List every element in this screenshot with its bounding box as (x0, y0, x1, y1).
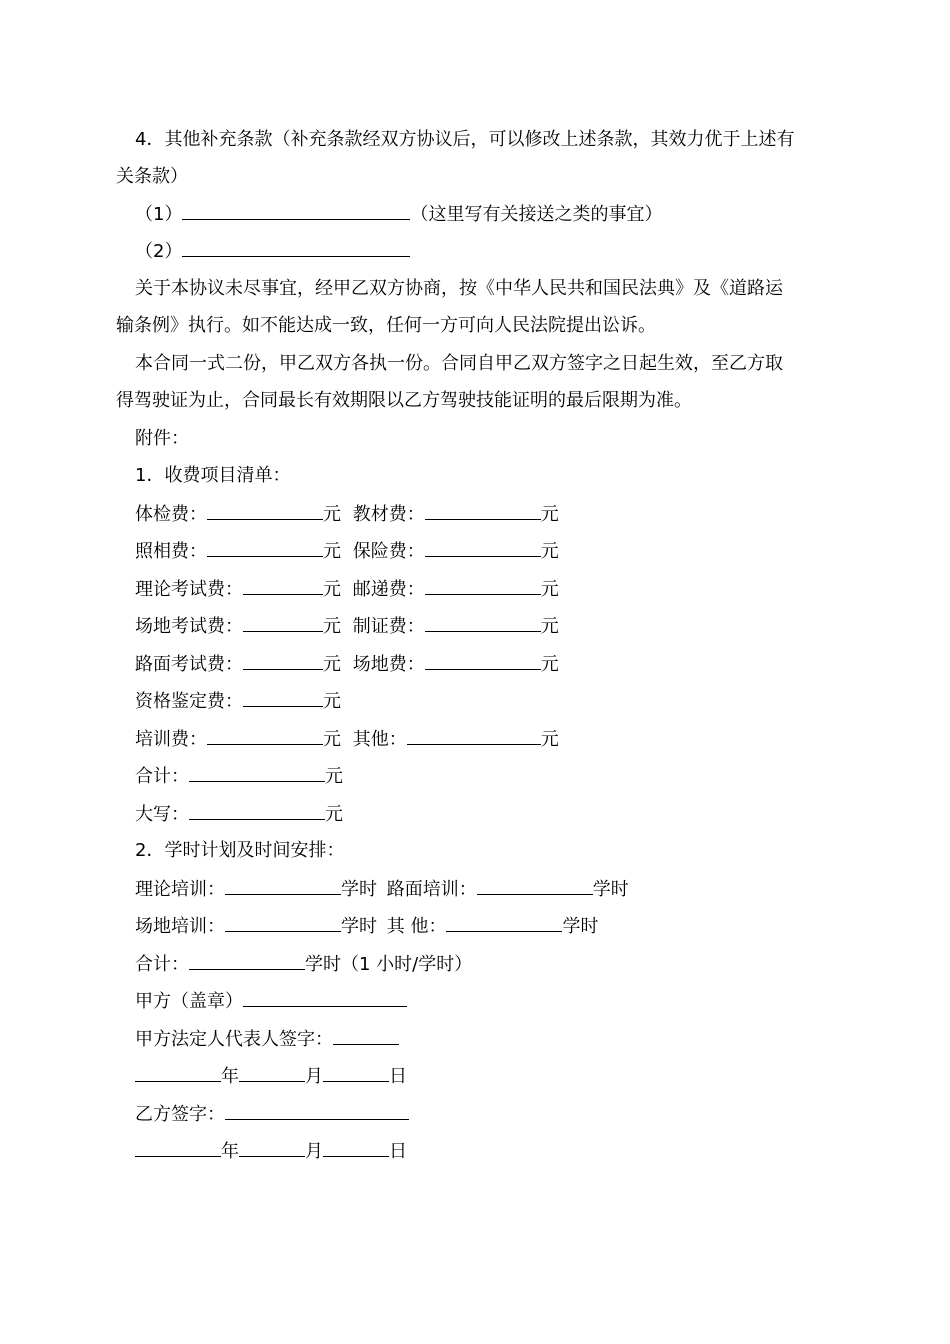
hours-row-2: 场地培训： 学时 其 他： 学时 (135, 913, 598, 940)
party-b-sign-row: 乙方签字： (135, 1101, 409, 1128)
fee-row-1: 体检费： 元 教材费： 元 (135, 501, 559, 528)
fee-total-blank[interactable] (189, 763, 325, 782)
fee-row-4: 场地考试费： 元 制证费： 元 (135, 613, 559, 640)
party-a-rep-blank[interactable] (333, 1026, 399, 1045)
insurance-blank[interactable] (425, 538, 541, 557)
other-fee-blank[interactable] (407, 726, 541, 745)
hours-total-row: 合计： 学时（1 小时/学时） (135, 951, 472, 978)
theory-hours-blank[interactable] (225, 876, 341, 895)
dispute-line2: 输条例》执行。如不能达成一致，任何一方可向人民法院提出讼诉。 (116, 315, 656, 336)
training-blank[interactable] (207, 726, 323, 745)
attachment-label: 附件： (135, 428, 189, 449)
validity-line2: 得驾驶证为止，合同最长有效期限以乙方驾驶技能证明的最后限期为准。 (116, 390, 692, 411)
photo-blank[interactable] (207, 538, 323, 557)
postage-blank[interactable] (425, 576, 541, 595)
clause4-item2: （2） (135, 238, 410, 265)
party-a-rep-row: 甲方法定人代表人签字： (135, 1026, 399, 1053)
party-b-day-blank[interactable] (323, 1138, 389, 1157)
fee-row-6: 资格鉴定费： 元 (135, 688, 341, 715)
party-a-date-row: 年 月 日 (135, 1063, 407, 1090)
fees-heading: 1．收费项目清单： (135, 465, 291, 486)
party-b-sign-blank[interactable] (225, 1101, 409, 1120)
party-a-day-blank[interactable] (323, 1063, 389, 1082)
clause4-line2: 关条款） (116, 166, 188, 187)
fee-row-5: 路面考试费： 元 场地费： 元 (135, 651, 559, 678)
fee-total-row: 合计： 元 (135, 763, 343, 790)
hours-row-1: 理论培训： 学时 路面培训： 学时 (135, 876, 629, 903)
fee-row-3: 理论考试费： 元 邮递费： 元 (135, 576, 559, 603)
item2-blank[interactable] (182, 238, 410, 257)
field-fee-blank[interactable] (425, 651, 541, 670)
clause4-line1: 4．其他补充条款（补充条款经双方协议后，可以修改上述条款，其效力优于上述有 (135, 129, 795, 150)
road-exam-blank[interactable] (243, 651, 323, 670)
hours-heading: 2．学时计划及时间安排： (135, 840, 345, 861)
fee-row-2: 照相费： 元 保险费： 元 (135, 538, 559, 565)
party-a-month-blank[interactable] (239, 1063, 305, 1082)
fee-capital-blank[interactable] (189, 801, 325, 820)
dispute-line1: 关于本协议未尽事宜，经甲乙双方协商，按《中华人民共和国民法典》及《道路运 (135, 278, 783, 299)
validity-line1: 本合同一式二份，甲乙双方各执一份。合同自甲乙双方签字之日起生效，至乙方取 (135, 353, 783, 374)
party-b-month-blank[interactable] (239, 1138, 305, 1157)
hours-total-blank[interactable] (189, 951, 305, 970)
party-b-year-blank[interactable] (135, 1138, 221, 1157)
field-exam-blank[interactable] (243, 613, 323, 632)
textbook-blank[interactable] (425, 501, 541, 520)
physical-exam-blank[interactable] (207, 501, 323, 520)
field-hours-blank[interactable] (225, 913, 341, 932)
clause4-item1: （1） （这里写有关接送之类的事宜） (135, 201, 662, 228)
other-hours-blank[interactable] (446, 913, 562, 932)
party-a-seal-blank[interactable] (243, 988, 407, 1007)
road-hours-blank[interactable] (477, 876, 593, 895)
fee-capital-row: 大写： 元 (135, 801, 343, 828)
theory-exam-blank[interactable] (243, 576, 323, 595)
item1-blank[interactable] (182, 201, 410, 220)
party-b-date-row: 年 月 日 (135, 1138, 407, 1165)
party-a-year-blank[interactable] (135, 1063, 221, 1082)
party-a-seal-row: 甲方（盖章） (135, 988, 407, 1015)
certificate-blank[interactable] (425, 613, 541, 632)
qualification-blank[interactable] (243, 688, 323, 707)
fee-row-7: 培训费： 元 其他： 元 (135, 726, 559, 753)
